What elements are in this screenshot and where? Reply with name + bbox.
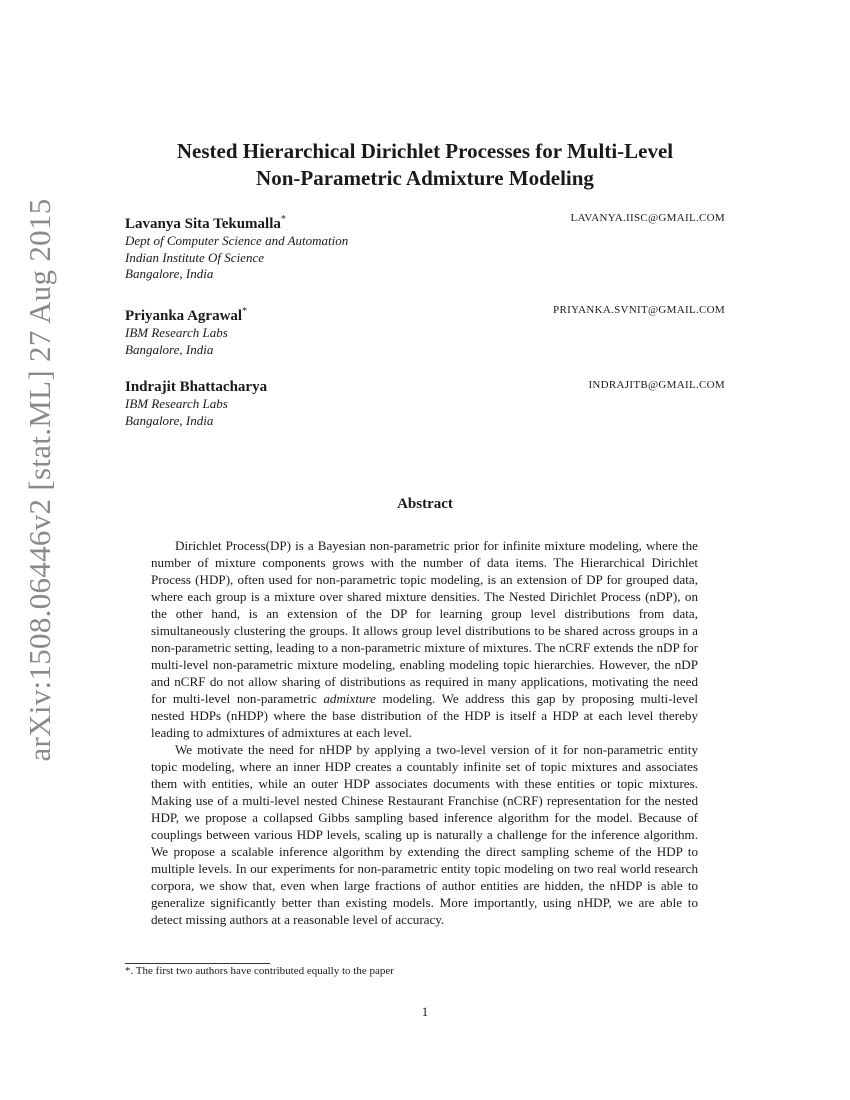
author-name: Lavanya Sita Tekumalla* [125, 214, 286, 232]
author-email: INDRAJITB@GMAIL.COM [588, 379, 725, 391]
author-email: LAVANYA.IISC@GMAIL.COM [570, 212, 725, 224]
abstract-paragraph-1: Dirichlet Process(DP) is a Bayesian non-parametric prior for infinite mixture modeling, where the number of mixture components grows with the number of data items. The Hierarchical Dirichlet Process (HDP), often used for non-parametric topic modeling, is an extension of DP for grouped data, where each group is a mixture over shared mixture densities. The Nested Dirichlet Process (nDP), on the other hand, is an extension of the DP for learning group level distributions from data, simultaneously clustering the groups. It allows group level distributions to be shared across groups in a non-parametric setting, leading to a non-parametric mixture of mixtures. The nCRF extends the nDP for multi-level non-parametric mixture modeling, enabling modeling topic hierarchies. However, the nDP and nCRF do not allow sharing of distributions as required in many applications, motivating the need for multi-level non-parametric admixture modeling. We address this gap by proposing multi-level nested HDPs (nHDP) where the base distribution of the HDP is itself a HDP at each level thereby leading to admixtures of admixtures at each level. [151, 538, 699, 740]
author-affiliation: Indian Institute Of Science [125, 249, 264, 265]
author-block-3 [125, 378, 725, 429]
title-line-1: Nested Hierarchical Dirichlet Processes for Multi-Level [176, 139, 674, 163]
author-affiliation: Dept of Computer Science and Automation [125, 233, 349, 248]
abstract-paragraph-2: We motivate the need for nHDP by applying a two-level version of it for non-parametric entity topic modeling, where an inner HDP creates a countably infinite set of topic mixtures and associates them with entities, while an outer HDP associates documents with these entities or topic mixtures. Making use of a multi-level nested Chinese Restaurant Franchise (nCRF) representation for the nested HDP, we propose a collapsed Gibbs sampling based inference algorithm for the model. Because of couplings between various HDP levels, scaling up is naturally a challenge for the inference algorithm. We propose a scalable inference algorithm by extending the direct sampling scheme of the HDP to multiple levels. In our experiments for non-parametric entity topic modeling on two real world research corpora, we show that, even when large fractions of author entities are hidden, the nHDP is able to generalize significantly better than existing models. More importantly, using nHDP, we are able to detect missing authors at a reasonable level of accuracy. [151, 742, 698, 927]
author-email: PRIYANKA.SVNIT@GMAIL.COM [553, 304, 725, 316]
author-affiliation: Bangalore, India [125, 341, 214, 357]
author-name: Indrajit Bhattacharya [125, 379, 268, 395]
author-affiliation: IBM Research Labs [125, 325, 228, 340]
author-block-2 [125, 303, 725, 358]
author-affiliation: Bangalore, India [125, 412, 214, 428]
author-block-1 [125, 211, 725, 283]
footnote: *. The first two authors have contributed equally to the paper [125, 965, 394, 977]
author-affiliation: IBM Research Labs [125, 396, 228, 411]
paper-title [120, 138, 730, 192]
equal-contribution-mark: * [242, 306, 248, 317]
author-affiliation: Bangalore, India [125, 266, 214, 281]
emphasis-admixture: admixture [323, 691, 376, 706]
title-line-2: Non-Parametric Admixture Modeling [256, 166, 594, 190]
author-name: Priyanka Agrawal* [125, 306, 248, 324]
abstract-body [151, 537, 698, 928]
abstract-heading: Abstract [397, 496, 453, 512]
equal-contribution-mark: * [280, 214, 286, 225]
arxiv-identifier: arXiv:1508.06446v2 [stat.ML] 27 Aug 2015 [22, 198, 57, 762]
page-number: 1 [421, 1004, 429, 1019]
